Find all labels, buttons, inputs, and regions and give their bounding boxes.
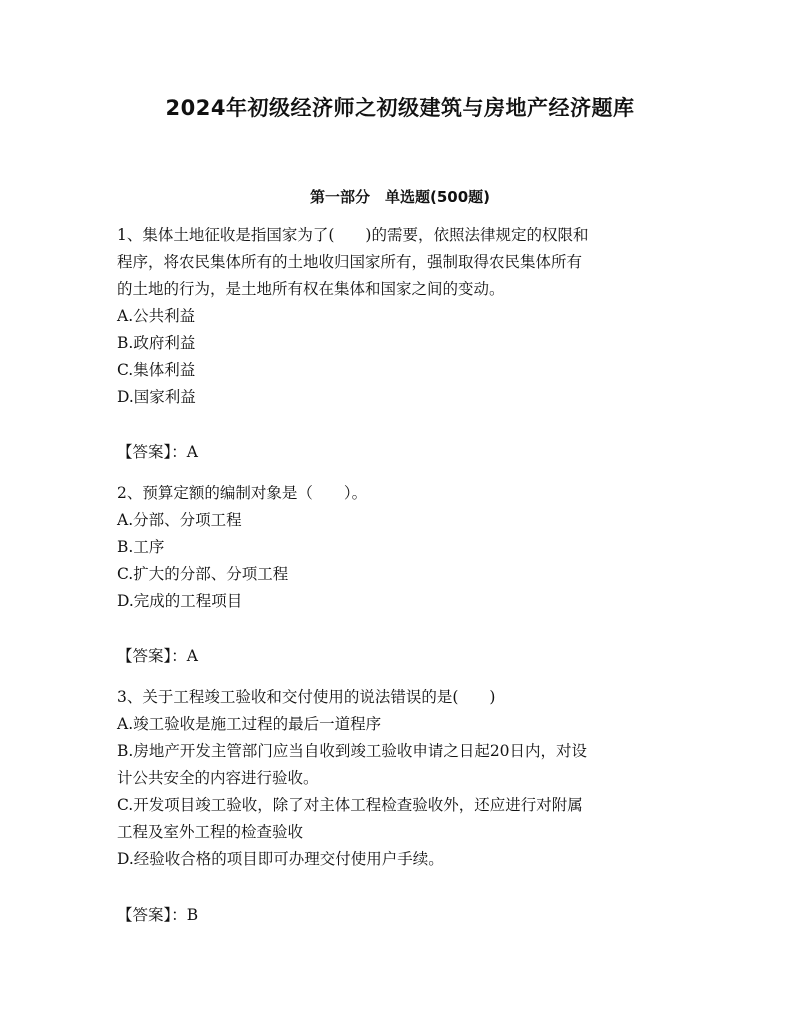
question-1-answer: 【答案】：A [117,443,198,461]
question-2-option-d: D.完成的工程项目 [117,592,243,610]
question-2-option-a: A.分部、分项工程 [117,511,242,529]
question-1-stem-line-2: 程序，将农民集体所有的土地收归国家所有，强制取得农民集体所有 [117,253,583,271]
question-3-option-a: A.竣工验收是施工过程的最后一道程序 [117,715,382,733]
question-3-answer: 【答案】：B [117,906,199,924]
question-3-option-b-line-1: B.房地产开发主管部门应当自收到竣工验收申请之日起20日内，对设 [117,742,588,760]
question-2-option-b: B.工序 [117,538,165,556]
question-3-option-c-line-2: 工程及室外工程的检查验收 [117,823,304,841]
question-1-option-c: C.集体利益 [117,361,196,379]
question-1-option-a: A.公共利益 [117,307,196,325]
question-2-answer: 【答案】：A [117,647,198,665]
question-1-option-b: B.政府利益 [117,334,196,352]
question-3-option-c-line-1: C.开发项目竣工验收，除了对主体工程检查验收外，还应进行对附属 [117,796,583,814]
question-3-option-d: D.经验收合格的项目即可办理交付使用户手续。 [117,850,444,868]
question-1-stem-line-3: 的土地的行为，是土地所有权在集体和国家之间的变动。 [117,280,505,298]
question-3-stem-line-1: 3、关于工程竣工验收和交付使用的说法错误的是( ) [117,688,496,706]
question-2-stem-line-1: 2、预算定额的编制对象是（ ）。 [117,484,368,502]
document-title: 2024年初级经济师之初级建筑与房地产经济题库 [165,96,635,120]
question-3-option-b-line-2: 计公共安全的内容进行验收。 [117,769,319,787]
question-1-option-d: D.国家利益 [117,388,196,406]
question-2-option-c: C.扩大的分部、分项工程 [117,565,289,583]
section-title: 第一部分 单选题(500题) [309,188,491,206]
question-1-stem-line-1: 1、集体土地征收是指国家为了( )的需要，依照法律规定的权限和 [117,226,589,244]
